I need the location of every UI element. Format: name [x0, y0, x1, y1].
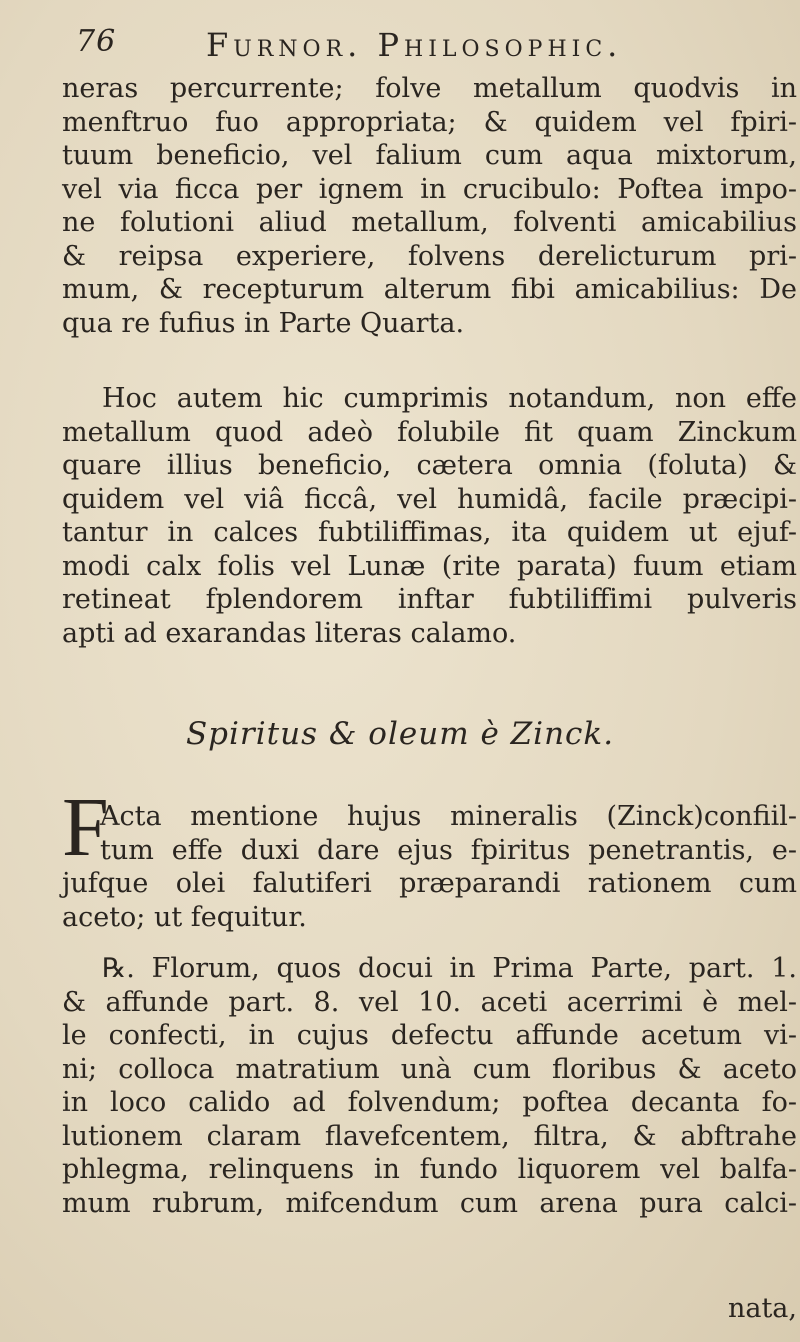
text-line: qua re fufius in Parte Quarta.: [62, 307, 465, 339]
section-heading: Spiritus & oleum è Zinck.: [185, 716, 615, 752]
text-line: vel via ficca per ignem in crucibulo: Poftea impo-: [62, 173, 797, 205]
text-line: in loco calido ad folvendum; poftea decanta fo-: [62, 1087, 797, 1118]
page-number: 76: [76, 24, 117, 59]
text-line: retineat fplendorem inftar fubtiliffimi pulveris: [62, 584, 797, 615]
text-line: jufque olei falutiferi præparandi rationem cum: [62, 868, 797, 899]
text-line: mum, & recepturum alterum fibi amicabilius: De: [62, 274, 797, 305]
text-line: aceto; ut fequitur.: [62, 901, 307, 933]
paragraph-2: [62, 382, 797, 650]
running-title: Furnor. Philosophic.: [206, 26, 623, 64]
text-line: menftruo fuo appropriata; & quidem vel fpiri-: [62, 106, 797, 138]
text-line: neras percurrente; folve metallum quodvis in: [62, 73, 797, 104]
text-line: Hoc autem hic cumprimis notandum, non effe: [102, 383, 797, 414]
text-line: ni; colloca matratium unà cum floribus & aceto: [62, 1053, 797, 1085]
text-line: ne folutioni aliud metallum, folventi amicabilius: [62, 207, 797, 238]
text-line: tuum beneficio, vel falium cum aqua mixtorum,: [62, 140, 797, 171]
text-line: quare illius beneficio, cætera omnia (foluta) &: [62, 450, 797, 481]
text-line: le confecti, in cujus defectu affunde acetum vi-: [62, 1020, 797, 1051]
text-line: ℞. Florum, quos docui in Prima Parte, part. 1.: [102, 953, 797, 984]
text-line: Acta mentione hujus mineralis (Zinck)confiil-: [100, 801, 797, 832]
catchword: nata,: [727, 1293, 797, 1324]
paragraph-3: [62, 800, 797, 934]
text-line: lutionem claram flavefcentem, filtra, & abftrahe: [62, 1120, 797, 1152]
text-line: & reipsa experiere, folvens derelicturum pri-: [62, 240, 797, 272]
text-line: tantur in calces fubtiliffimas, ita quidem ut ejuf-: [62, 517, 797, 548]
catchword-block: [62, 1292, 797, 1326]
text-line: modi calx folis vel Lunæ (rite parata) fuum etiam: [62, 550, 797, 582]
drop-cap: F: [62, 781, 109, 874]
text-line: apti ad exarandas literas calamo.: [62, 617, 517, 649]
text-line: mum rubrum, mifcendum cum arena pura calci-: [62, 1187, 797, 1219]
text-line: quidem vel viâ ficcâ, vel humidâ, facile præcipi-: [62, 483, 797, 515]
paragraph-4: [62, 952, 797, 1220]
text-line: tum effe duxi dare ejus fpiritus penetrantis, e-: [100, 834, 797, 866]
text-line: phlegma, relinquens in fundo liquorem vel balfa-: [62, 1154, 797, 1185]
text-line: metallum quod adeò folubile fit quam Zinckum: [62, 416, 797, 448]
paragraph-1: [62, 72, 797, 340]
page-header: [76, 14, 796, 76]
text-line: & affunde part. 8. vel 10. aceti acerrimi è mel-: [62, 986, 797, 1018]
